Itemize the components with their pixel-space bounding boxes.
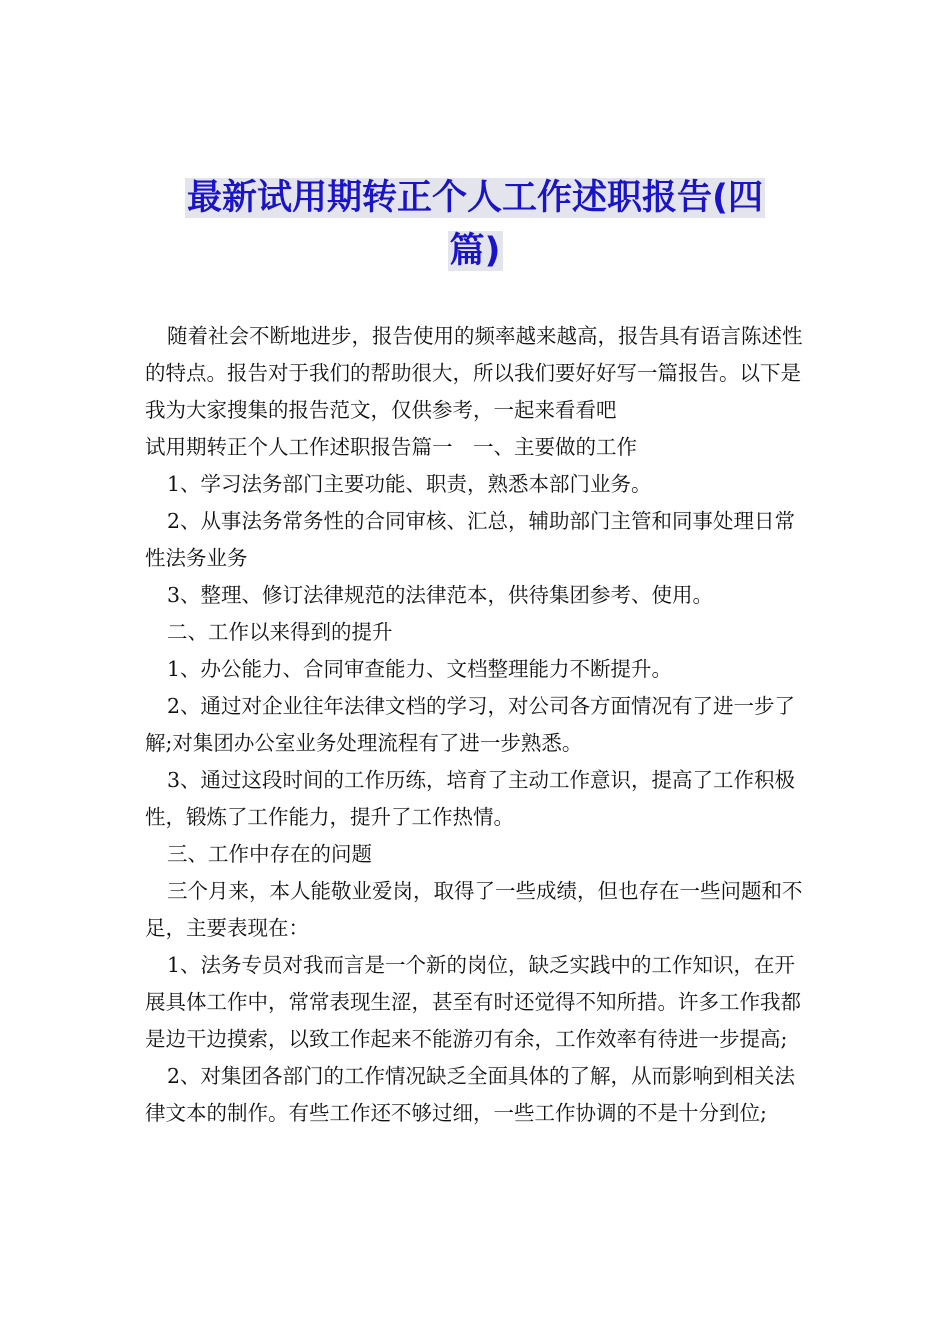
document-body — [145, 318, 810, 1132]
paragraph: 2、从事法务常务性的合同审核、汇总，辅助部门主管和同事处理日常性法务业务 — [145, 509, 796, 570]
paragraph-heading: 三、工作中存在的问题 — [167, 842, 372, 866]
paragraph: 1、学习法务部门主要功能、职责，熟悉本部门业务。 — [167, 472, 652, 496]
paragraph: 3、整理、修订法律规范的法律范本，供待集团参考、使用。 — [167, 583, 714, 607]
document-title — [140, 172, 810, 278]
paragraph: 3、通过这段时间的工作历练，培育了主动工作意识，提高了工作积极性，锻炼了工作能力，提升了工作热情。 — [145, 768, 796, 829]
title-line-1: 最新试用期转正个人工作述职报告(四 — [187, 178, 763, 218]
paragraph: 2、对集团各部门的工作情况缺乏全面具体的了解，从而影响到相关法律文本的制作。有些工作还不够过细，一些工作协调的不是十分到位; — [145, 1064, 796, 1125]
paragraph: 2、通过对企业往年法律文档的学习，对公司各方面情况有了进一步了解;对集团办公室业务处理流程有了进一步熟悉。 — [145, 694, 796, 755]
paragraph-section-heading: 试用期转正个人工作述职报告篇一 一、主要做的工作 — [145, 435, 637, 459]
paragraph: 三个月来，本人能敬业爱岗，取得了一些成绩，但也存在一些问题和不足，主要表现在： — [145, 879, 803, 940]
paragraph: 1、办公能力、合同审查能力、文档整理能力不断提升。 — [167, 657, 673, 681]
title-line-2: 篇) — [449, 231, 501, 271]
paragraph-heading: 二、工作以来得到的提升 — [167, 620, 393, 644]
paragraph: 1、法务专员对我而言是一个新的岗位，缺乏实践中的工作知识，在开展具体工作中，常常表现生涩，甚至有时还觉得不知所措。许多工作我都是边干边摸索，以致工作起来不能游刃有余，工作效率有待进一步提高; — [145, 953, 801, 1051]
paragraph-intro: 随着社会不断地进步，报告使用的频率越来越高，报告具有语言陈述性的特点。报告对于我们的帮助很大，所以我们要好好写一篇报告。以下是我为大家搜集的报告范文，仅供参考，一起来看看吧 — [145, 324, 803, 422]
